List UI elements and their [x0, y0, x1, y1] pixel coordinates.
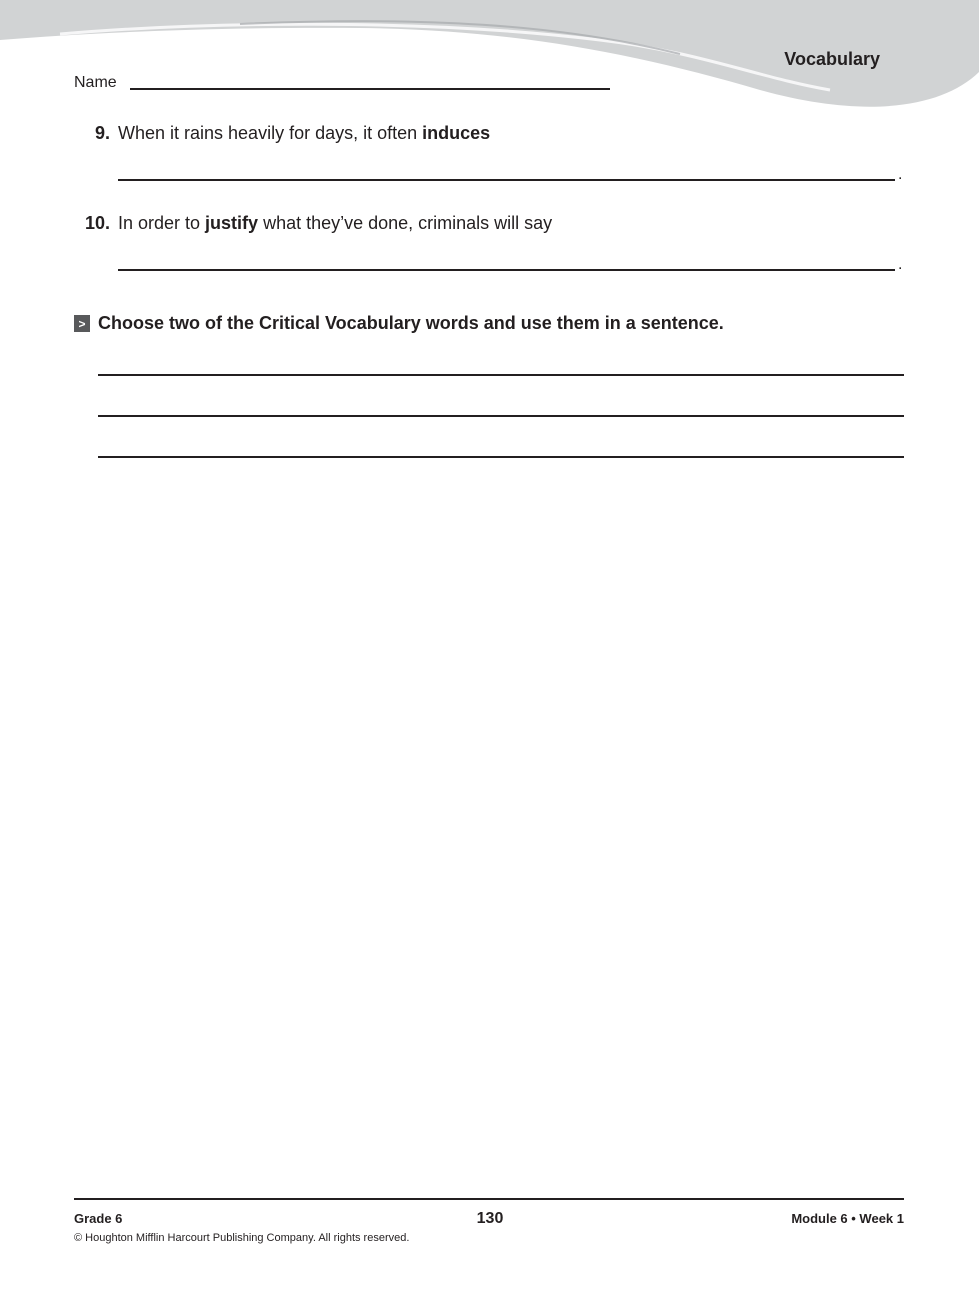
footer-module: Module 6 • Week 1 — [791, 1211, 904, 1226]
question-number: 10. — [84, 213, 110, 233]
prompt-text: Choose two of the Critical Vocabulary words and use them in a sentence. — [98, 313, 724, 333]
sentence-line-3[interactable] — [98, 456, 904, 458]
sentence-line-1[interactable] — [98, 374, 904, 376]
question-number: 9. — [94, 123, 110, 143]
footer-rule — [74, 1198, 904, 1200]
answer-line-10[interactable] — [118, 269, 895, 271]
end-period: . — [898, 256, 903, 273]
footer-grade: Grade 6 — [74, 1211, 123, 1226]
name-input-line[interactable] — [130, 88, 610, 90]
section-title: Vocabulary — [784, 49, 880, 69]
answer-line-9[interactable] — [118, 179, 895, 181]
writing-prompt — [74, 313, 724, 334]
question-text: In order to justify what they’ve done, criminals will say — [118, 213, 553, 233]
question-9 — [70, 123, 490, 144]
question-text: When it rains heavily for days, it often induces — [118, 123, 491, 143]
page-number: 130 — [476, 1210, 504, 1227]
question-10 — [70, 213, 552, 234]
sentence-line-2[interactable] — [98, 415, 904, 417]
vocabulary-word: induces — [422, 123, 491, 143]
arrow-right-icon: > — [74, 315, 90, 332]
name-label: Name — [74, 74, 117, 91]
end-period: . — [898, 166, 903, 183]
vocabulary-word: justify — [205, 213, 259, 233]
footer-copyright: © Houghton Mifflin Harcourt Publishing Company. All rights reserved. — [74, 1232, 410, 1244]
